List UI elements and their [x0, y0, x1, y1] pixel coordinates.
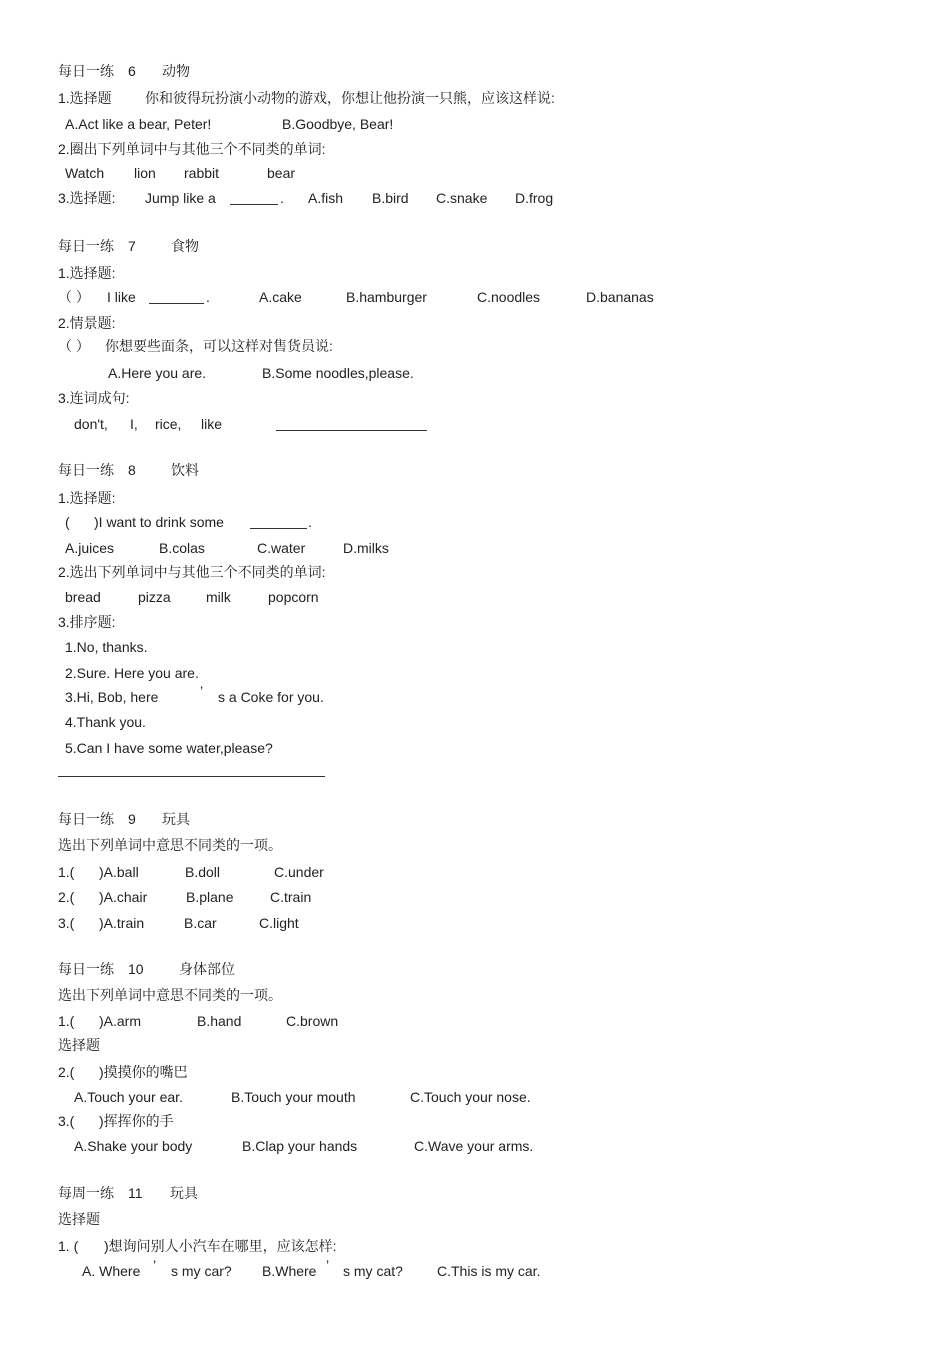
answer-blank	[250, 528, 307, 529]
answer-blank	[149, 303, 204, 304]
answer-line	[58, 776, 325, 777]
answer-blank	[230, 204, 278, 205]
answer-line	[276, 430, 427, 431]
